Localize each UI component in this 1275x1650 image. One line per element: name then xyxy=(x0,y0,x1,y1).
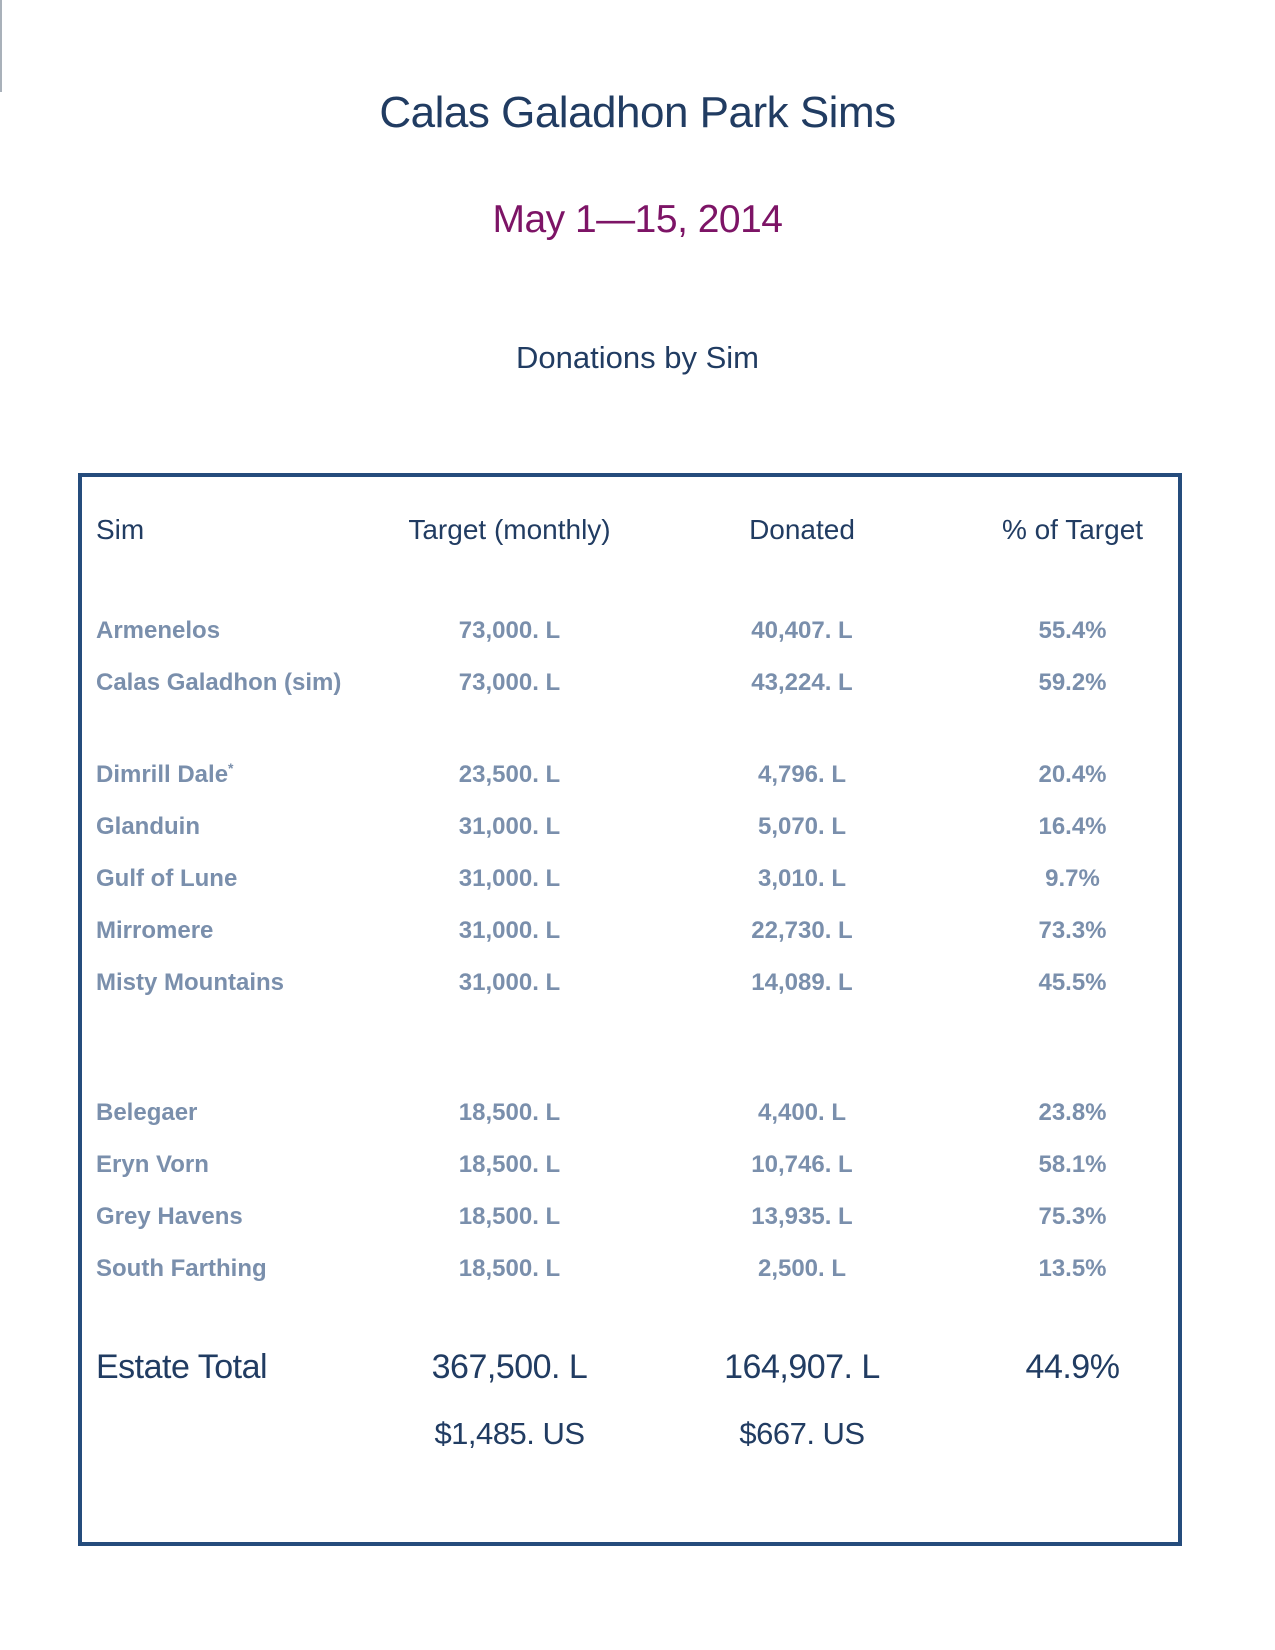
donated-value: 5,070. L xyxy=(757,813,847,840)
column-header-donated: Donated xyxy=(749,514,855,545)
target-value: 18,500. L xyxy=(458,1203,561,1230)
table-row xyxy=(82,853,1178,905)
pct-value: 75.3% xyxy=(1038,1203,1107,1230)
footnote-asterisk: * xyxy=(228,760,234,776)
target-value: 73,000. L xyxy=(458,617,561,644)
target-value: 18,500. L xyxy=(458,1255,561,1282)
column-header-sim: Sim xyxy=(96,514,145,545)
sim-name: Glanduin xyxy=(96,813,200,840)
estate-total-label: Estate Total xyxy=(96,1348,268,1386)
donated-value: 4,796. L xyxy=(757,761,847,788)
table-row xyxy=(82,1139,1178,1191)
usd-donated: $667. US xyxy=(739,1416,865,1451)
sim-name: Belegaer xyxy=(96,1099,198,1126)
donated-value: 40,407. L xyxy=(751,617,853,644)
estate-total-row xyxy=(82,1339,1178,1395)
column-header-target: Target (monthly) xyxy=(408,514,611,545)
donated-value: 4,400. L xyxy=(757,1099,847,1126)
target-value: 31,000. L xyxy=(458,865,561,892)
sim-name: South Farthing xyxy=(96,1255,267,1282)
table-row xyxy=(82,1087,1178,1139)
table-row xyxy=(82,957,1178,1009)
target-value: 18,500. L xyxy=(458,1151,561,1178)
table-row xyxy=(82,1243,1178,1295)
pct-value: 55.4% xyxy=(1038,617,1107,644)
sim-name: Grey Havens xyxy=(96,1203,243,1230)
target-value: 31,000. L xyxy=(458,969,561,996)
donated-value: 3,010. L xyxy=(757,865,847,892)
sim-name: Dimrill Dale* xyxy=(96,760,234,788)
donated-value: 43,224. L xyxy=(751,669,853,696)
column-header-pct: % of Target xyxy=(1001,514,1144,545)
table-row xyxy=(82,605,1178,657)
pct-value: 20.4% xyxy=(1038,761,1107,788)
table-header-row xyxy=(82,477,1178,547)
pct-value: 59.2% xyxy=(1038,669,1107,696)
date-range: May 1—15, 2014 xyxy=(492,198,783,241)
estate-total-pct: 44.9% xyxy=(1025,1348,1120,1386)
sim-name: Eryn Vorn xyxy=(96,1151,209,1178)
donations-table xyxy=(78,473,1182,1546)
row-group-3 xyxy=(82,1087,1178,1295)
target-value: 31,000. L xyxy=(458,917,561,944)
sim-name: Armenelos xyxy=(96,617,221,644)
row-group-1 xyxy=(82,605,1178,709)
usd-total-row xyxy=(82,1409,1178,1459)
target-value: 18,500. L xyxy=(458,1099,561,1126)
page-title: Calas Galadhon Park Sims xyxy=(379,88,896,137)
pct-value: 73.3% xyxy=(1038,917,1107,944)
table-body xyxy=(82,605,1178,1295)
table-row xyxy=(82,801,1178,853)
pct-value: 13.5% xyxy=(1038,1255,1107,1282)
donated-value: 10,746. L xyxy=(751,1151,853,1178)
estate-total-donated: 164,907. L xyxy=(724,1348,880,1386)
pct-value: 45.5% xyxy=(1038,969,1107,996)
donated-value: 13,935. L xyxy=(751,1203,853,1230)
donated-value: 22,730. L xyxy=(751,917,853,944)
table-row xyxy=(82,749,1178,801)
pct-value: 23.8% xyxy=(1038,1099,1107,1126)
table-row xyxy=(82,905,1178,957)
estate-total-target: 367,500. L xyxy=(431,1348,588,1386)
sim-name: Misty Mountains xyxy=(96,969,285,996)
table-row xyxy=(82,657,1178,709)
donated-value: 14,089. L xyxy=(751,969,853,996)
target-value: 73,000. L xyxy=(458,669,561,696)
donated-value: 2,500. L xyxy=(757,1255,847,1282)
scan-edge-artifact xyxy=(0,0,2,92)
row-group-2 xyxy=(82,749,1178,1009)
sim-name: Mirromere xyxy=(96,917,214,944)
section-heading: Donations by Sim xyxy=(516,340,759,375)
sim-name: Calas Galadhon (sim) xyxy=(96,669,342,696)
pct-value: 16.4% xyxy=(1038,813,1107,840)
pct-value: 58.1% xyxy=(1038,1151,1107,1178)
target-value: 23,500. L xyxy=(458,761,561,788)
target-value: 31,000. L xyxy=(458,813,561,840)
sim-name: Gulf of Lune xyxy=(96,865,238,892)
usd-target: $1,485. US xyxy=(434,1416,585,1451)
pct-value: 9.7% xyxy=(1045,865,1100,892)
table-row xyxy=(82,1191,1178,1243)
